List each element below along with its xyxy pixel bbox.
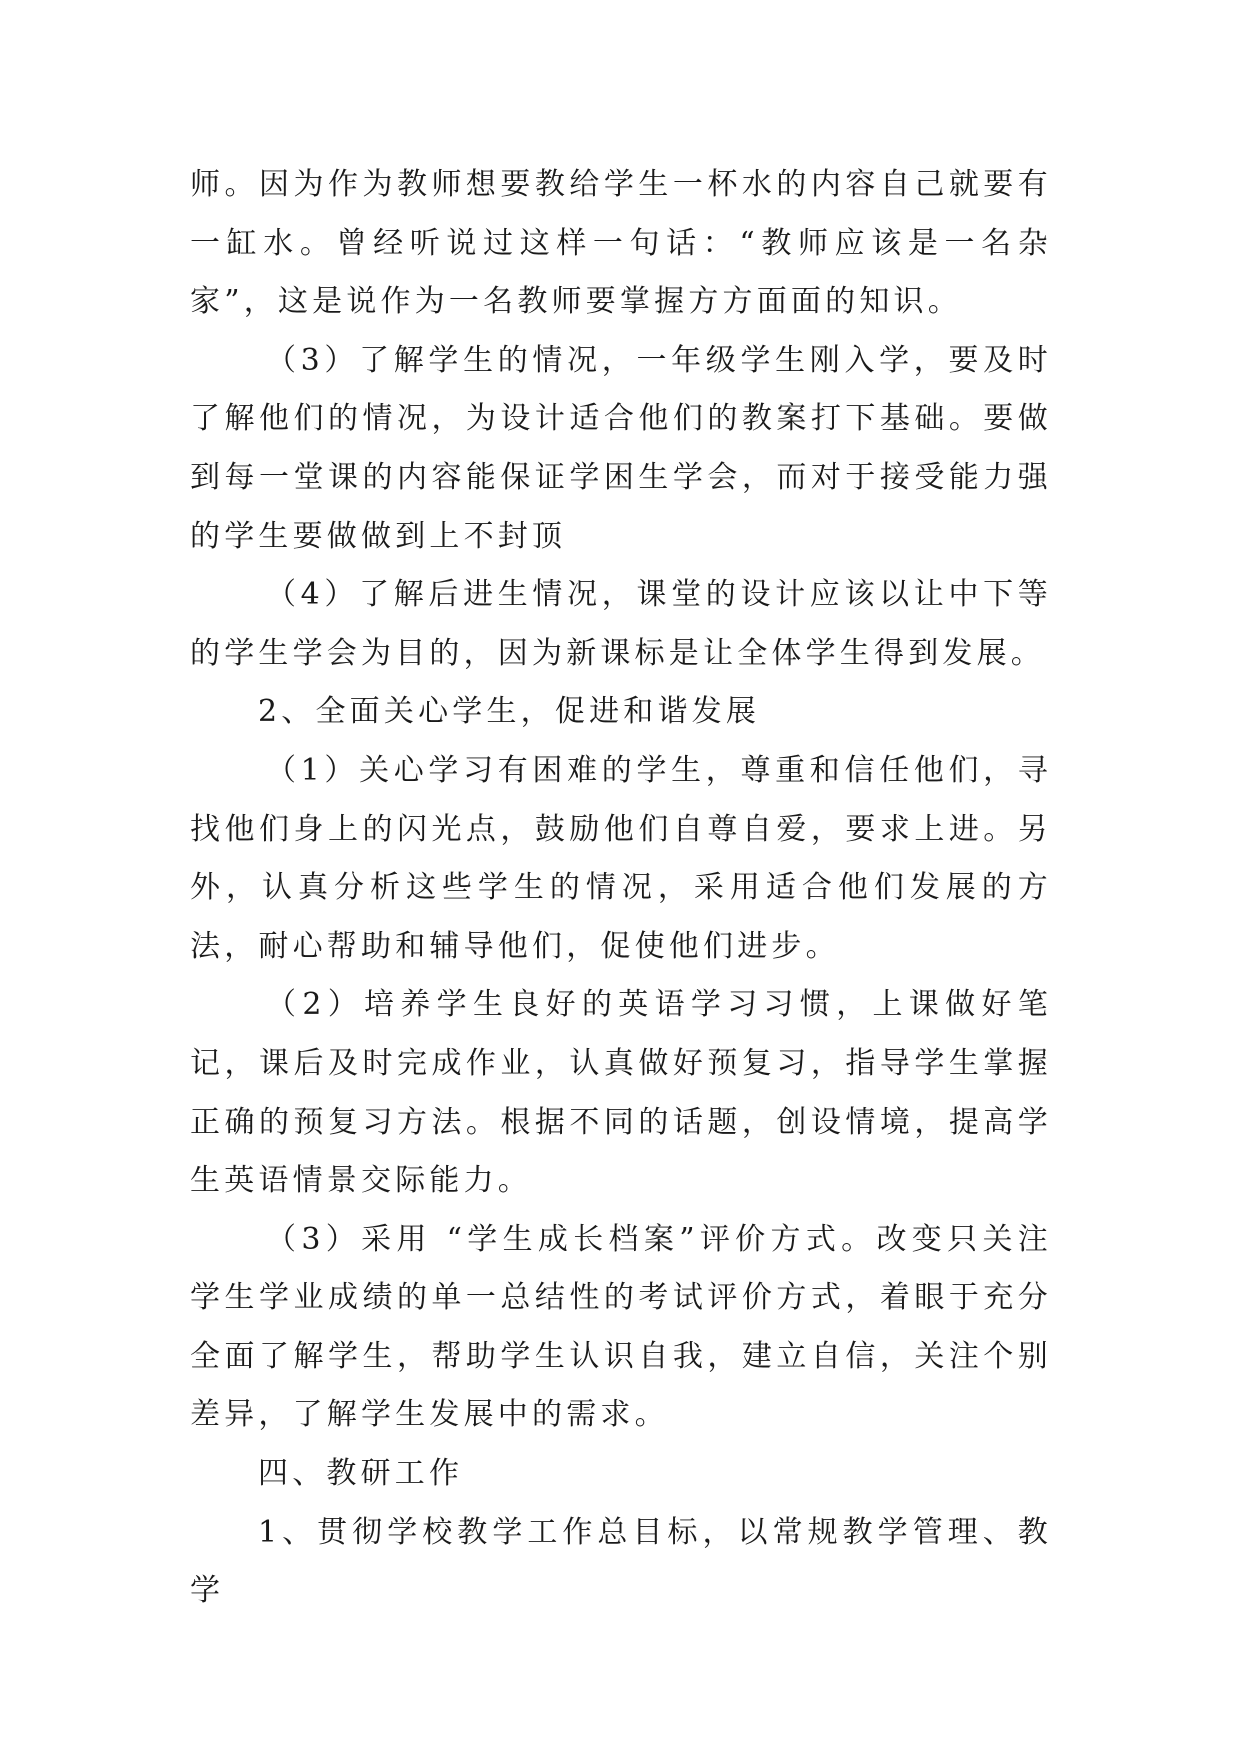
section-heading-4: 四、教研工作: [258, 1456, 464, 1492]
paragraph-item-3-understand-students: （3）了解学生的情况，一年级学生刚入学，要及时了解他们的情况，为设计适合他们的教案打下基础。要做到每一堂课的内容能保证学困生学会，而对于接受能力强的学生要做做到上不封顶: [190, 342, 1052, 554]
document-body: [190, 156, 1052, 1621]
paragraph-item-1-teaching-goals: 1、贯彻学校教学工作总目标，以常规教学管理、教学: [190, 1514, 1052, 1609]
section-heading-2: 2、全面关心学生，促进和谐发展: [258, 694, 761, 730]
paragraph-item-3-growth-portfolio: （3）采用 “学生成长档案”评价方式。改变只关注学生学业成绩的单一总结性的考试评价方式，着眼于充分全面了解学生，帮助学生认识自我，建立自信，关注个别差异，了解学生发展中的需求。: [190, 1221, 1052, 1433]
paragraph-item-2-study-habits: （2）培养学生良好的英语学习习惯，上课做好笔记，课后及时完成作业，认真做好预复习，指导学生掌握正确的预复习方法。根据不同的话题，创设情境，提高学生英语情景交际能力。: [190, 987, 1052, 1199]
paragraph-item-1-care-students: （1）关心学习有困难的学生，尊重和信任他们，寻找他们身上的闪光点，鼓励他们自尊自爱，要求上进。另外，认真分析这些学生的情况，采用适合他们发展的方法，耐心帮助和辅导他们，促使他们进步。: [190, 752, 1052, 964]
paragraph-item-4-underachievers: （4）了解后进生情况，课堂的设计应该以让中下等的学生学会为目的，因为新课标是让全体学生得到发展。: [190, 577, 1052, 671]
paragraph-continuation: 师。因为作为教师想要教给学生一杯水的内容自己就要有一缸水。曾经听说过这样一句话：“教师应该是一名杂家”，这是说作为一名教师要掌握方方面面的知识。: [190, 167, 1052, 320]
